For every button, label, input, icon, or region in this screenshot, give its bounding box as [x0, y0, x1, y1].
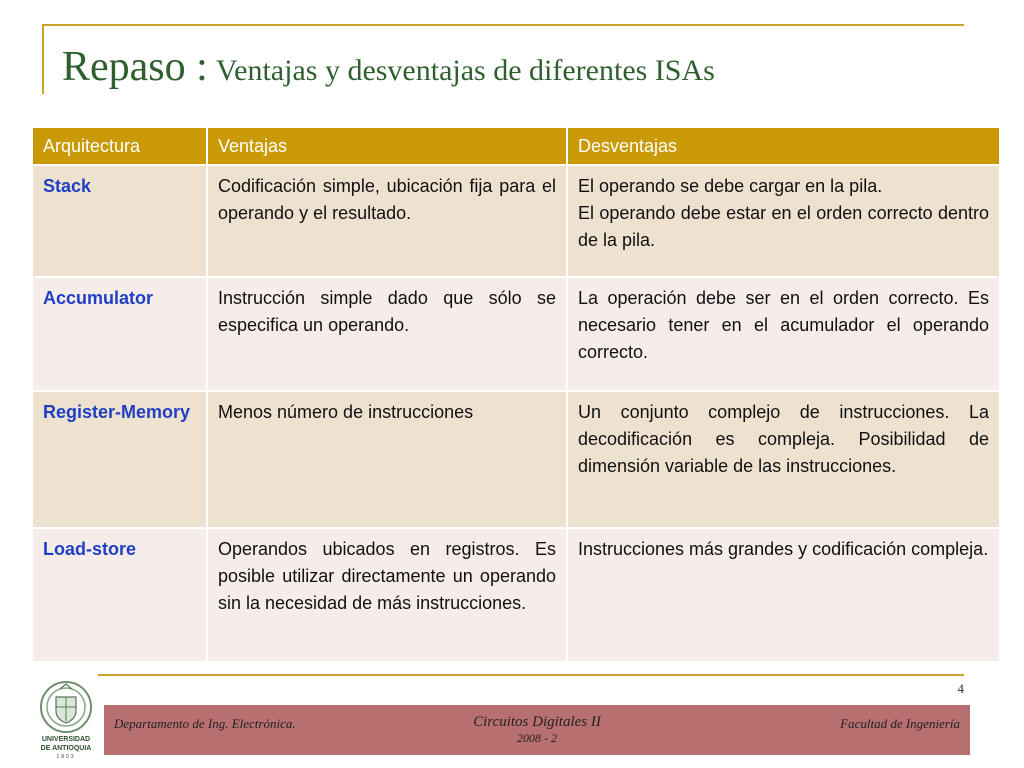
- page-number: 4: [957, 681, 964, 696]
- table-row: [33, 528, 999, 661]
- ventajas-text: Instrucción simple dado que sólo se especifica un operando.: [218, 288, 556, 335]
- arch-cell: Stack: [33, 165, 207, 277]
- slide-title: [62, 46, 715, 88]
- desventajas-cell: [567, 391, 999, 528]
- ventajas-text: Operandos ubicados en registros. Es posible utilizar directamente un operando sin la necesidad de más instrucciones.: [218, 539, 556, 613]
- desventajas-text: El operando debe estar en el orden correcto dentro de la pila.: [578, 203, 989, 250]
- university-seal-icon: [41, 682, 91, 732]
- header-desventajas: Desventajas: [567, 128, 999, 165]
- table-row: [33, 165, 999, 277]
- desventajas-cell: [567, 165, 999, 277]
- isa-comparison-table: [33, 128, 999, 661]
- footer-divider: [98, 674, 964, 676]
- ventajas-cell: [207, 528, 567, 661]
- footer-term: 2008 - 2: [517, 731, 557, 745]
- header-ventajas: Ventajas: [207, 128, 567, 165]
- slide-title-main: Repaso :: [62, 44, 208, 90]
- slide-title-sub: Ventajas y desventajas de diferentes ISAs: [215, 54, 715, 87]
- desventajas-cell: [567, 528, 999, 661]
- ventajas-text: Menos número de instrucciones: [218, 402, 474, 422]
- desventajas-text: El operando se debe cargar en la pila.: [578, 176, 883, 196]
- table-row: [33, 277, 999, 391]
- logo-text-line3: 1803: [56, 754, 76, 760]
- ventajas-text: Codificación simple, ubicación fija para el operando y el resultado.: [218, 176, 556, 223]
- desventajas-text: Un conjunto complejo de instrucciones. La decodificación es compleja. Posibilidad de dimensión variable de las instrucciones.: [578, 402, 989, 476]
- arch-cell: Register-Memory: [33, 391, 207, 528]
- table-header-row: [33, 128, 999, 165]
- footer-course-name: Circuitos Digitales II: [473, 714, 601, 730]
- university-logo: [30, 679, 102, 761]
- logo-text-line1: UNIVERSIDAD: [41, 736, 91, 743]
- arch-cell: Load-store: [33, 528, 207, 661]
- ventajas-cell: [207, 165, 567, 277]
- header-arquitectura: Arquitectura: [33, 128, 207, 165]
- ventajas-cell: [207, 391, 567, 528]
- frame-left-line: [42, 24, 44, 94]
- footer-department: Departamento de Ing. Electrónica.: [114, 716, 296, 731]
- footer-faculty: Facultad de Ingeniería: [840, 716, 960, 731]
- desventajas-cell: [567, 277, 999, 391]
- table-row: [33, 391, 999, 528]
- desventajas-text: La operación debe ser en el orden correcto. Es necesario tener en el acumulador el operando correcto.: [578, 288, 989, 362]
- footer-bar: [104, 705, 970, 755]
- frame-top-line: [42, 24, 964, 26]
- logo-text-line2: DE ANTIOQUIA: [40, 745, 92, 752]
- ventajas-cell: [207, 277, 567, 391]
- desventajas-text: Instrucciones más grandes y codificación compleja.: [578, 539, 989, 559]
- arch-cell: Accumulator: [33, 277, 207, 391]
